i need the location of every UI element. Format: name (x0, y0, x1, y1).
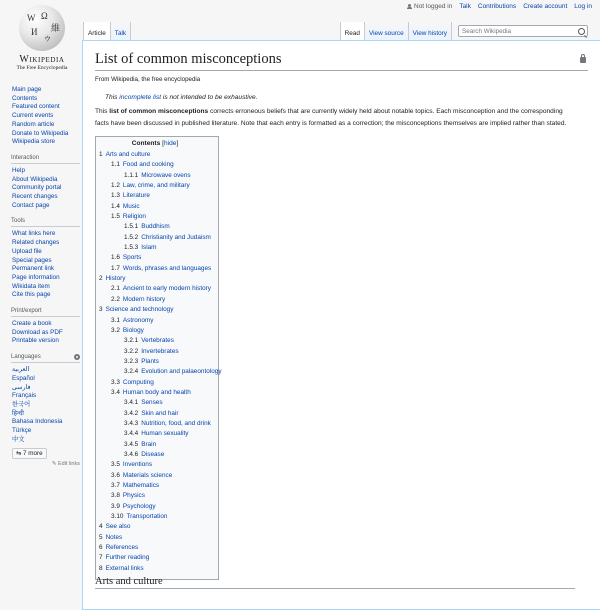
sidebar-item-what-links-here[interactable]: What links here (12, 230, 56, 238)
list-item (12, 337, 80, 346)
toc-label: Islam (141, 244, 157, 252)
toc-label: Modern history (122, 295, 166, 303)
toc-title (99, 140, 211, 147)
sidebar-item-related-changes[interactable]: Related changes (12, 239, 60, 247)
sidebar-languages (12, 354, 80, 466)
sidebar-item-help[interactable]: Help (12, 166, 25, 174)
toc-link[interactable] (111, 492, 145, 499)
language-link[interactable]: Türkçe (12, 427, 32, 435)
personal-tools (407, 3, 592, 10)
toc-item[interactable] (99, 253, 211, 263)
toc-item[interactable] (99, 357, 211, 367)
main-content (82, 40, 600, 610)
toc-number: 1.1 (111, 161, 120, 169)
toc-item[interactable] (99, 388, 211, 398)
more-languages-label: 7 more (23, 449, 43, 457)
toc-number: 2.2 (111, 295, 120, 303)
toc-link[interactable] (111, 192, 150, 199)
toc-label: Buddhism (141, 223, 170, 231)
list-item (12, 257, 80, 266)
list-item (12, 103, 80, 112)
sidebar-item-permanent-link[interactable]: Permanent link (12, 265, 54, 273)
list-item (12, 95, 80, 104)
site-subtitle: From Wikipedia, the free encyclopedia (95, 76, 201, 83)
toc-label: Plants (141, 357, 159, 365)
language-link[interactable]: 한국어 (12, 400, 31, 408)
list-item (12, 320, 80, 329)
toc-label: Literature (122, 192, 150, 200)
sidebar-heading-print: Print/export (11, 308, 80, 317)
toc-label: Evolution and palaeontology (141, 368, 222, 376)
language-link[interactable]: فارسی (12, 383, 31, 391)
toc-number: 3.4.5 (124, 440, 139, 448)
toc-label: Further reading (105, 554, 150, 562)
contributions-link[interactable]: Contributions (477, 3, 517, 10)
toc-link[interactable] (124, 234, 211, 241)
lead-paragraph (95, 106, 575, 129)
toc-number: 3.6 (111, 471, 120, 479)
list-item (12, 112, 80, 121)
language-link[interactable]: Bahasa Indonesia (12, 418, 63, 426)
edit-links-label: Edit links (57, 460, 80, 467)
toc-link[interactable] (99, 565, 144, 572)
sidebar-item-page-information[interactable]: Page information (12, 273, 60, 281)
toc-link[interactable] (111, 472, 172, 479)
list-item (12, 239, 80, 248)
list-item (12, 230, 80, 239)
toc-number: 5 (99, 533, 103, 541)
wikipedia-logo[interactable] (10, 5, 74, 75)
page-title-text: List of common misconceptions (95, 51, 282, 67)
toc-number: 3.2.2 (124, 347, 139, 355)
lead-pre: This (95, 108, 110, 115)
toc-number: 1.6 (111, 254, 120, 262)
sidebar-item-wikidata-item[interactable]: Wikidata item (12, 282, 50, 290)
toc-label: History (105, 275, 126, 283)
sidebar-item-upload-file[interactable]: Upload file (12, 247, 42, 255)
toc-label: Invertebrates (141, 347, 179, 355)
language-link[interactable]: العربية (12, 366, 30, 374)
toc-link[interactable] (124, 337, 174, 344)
toc-item[interactable] (99, 316, 211, 326)
list-item (12, 283, 80, 292)
sidebar-heading-languages (11, 354, 80, 363)
sidebar (12, 86, 80, 475)
toc-number: 3.9 (111, 502, 120, 510)
language-link[interactable]: Français (12, 392, 37, 400)
toc-number: 3.2.3 (124, 357, 139, 365)
toc-link[interactable] (111, 203, 140, 210)
toc-number: 1.5.2 (124, 233, 139, 241)
hatnote-post: is not intended to be exhaustive. (161, 94, 258, 101)
lead-bold: list of common misconceptions (109, 108, 209, 115)
toc-label: References (105, 544, 139, 552)
toc-link[interactable] (99, 544, 138, 551)
tab-view-source[interactable]: View source (365, 22, 409, 40)
list-item (12, 193, 80, 202)
toc-label: Law, crime, and military (122, 182, 190, 190)
toc-item[interactable] (99, 543, 211, 553)
toc-label: Human sexuality (141, 430, 189, 438)
tab-read[interactable]: Read (340, 22, 365, 40)
sidebar-tools (12, 218, 80, 300)
toc-item[interactable] (99, 295, 211, 305)
toc-link[interactable] (111, 285, 211, 292)
toc-number: 3.10 (111, 513, 124, 521)
toc-label: Science and technology (105, 306, 174, 314)
toc-label: Sports (122, 254, 142, 262)
toc-label: Senses (141, 399, 163, 407)
toc-number: 3.5 (111, 461, 120, 469)
toc-link[interactable] (124, 410, 179, 417)
toc-label: Biology (122, 326, 144, 334)
toc-link[interactable] (111, 254, 141, 261)
page-title (95, 51, 588, 71)
toc-number: 3.4.3 (124, 419, 139, 427)
sidebar-interaction (12, 155, 80, 211)
toc-item[interactable] (99, 502, 211, 512)
toc-item[interactable] (99, 409, 211, 419)
toc-item[interactable] (99, 347, 211, 357)
sidebar-heading-interaction: Interaction (11, 155, 80, 164)
sidebar-item-random-article[interactable]: Random article (12, 120, 55, 128)
toc-link[interactable] (111, 379, 154, 386)
toc-item[interactable] (99, 512, 211, 522)
language-link[interactable]: 中文 (12, 435, 25, 443)
toc-number: 3.2.1 (124, 337, 139, 345)
list-item (12, 427, 80, 436)
sidebar-item-create-a-book[interactable]: Create a book (12, 320, 52, 328)
sidebar-item-donate-to-wikipedia[interactable]: Donate to Wikipedia (12, 129, 69, 137)
sidebar-print (12, 308, 80, 346)
toc-item[interactable] (99, 429, 211, 439)
hatnote (95, 94, 588, 101)
section-heading: Arts and culture (95, 576, 575, 589)
toc-number: 3.8 (111, 492, 120, 500)
toc-link[interactable] (124, 368, 222, 375)
sidebar-item-wikipedia-store[interactable]: Wikipedia store (12, 138, 56, 146)
toc-label: Computing (122, 378, 154, 386)
toc-item[interactable] (99, 533, 211, 543)
user-icon (407, 4, 412, 9)
toc-label: Christianity and Judaism (141, 233, 211, 241)
list-item (12, 329, 80, 338)
toc-number: 3.2 (111, 326, 120, 334)
toc-label: Astronomy (122, 316, 154, 324)
toc-item[interactable] (99, 419, 211, 429)
toc-link[interactable] (111, 389, 191, 396)
toc-number: 3 (99, 306, 103, 314)
toc-label: Skin and hair (141, 409, 179, 417)
toc-link[interactable] (124, 441, 156, 448)
list-item (12, 130, 80, 139)
toc-number: 1.5.3 (124, 244, 139, 252)
toc-number: 3.4.6 (124, 450, 139, 458)
toc-number: 3.3 (111, 378, 120, 386)
toc-item[interactable] (99, 522, 211, 532)
toc-label: Human body and health (122, 388, 191, 396)
sidebar-item-main-page[interactable]: Main page (12, 86, 42, 93)
toc-item[interactable] (99, 274, 211, 284)
toc-item[interactable] (99, 243, 211, 253)
toc-label: External links (105, 564, 144, 572)
toc-link[interactable] (99, 534, 122, 541)
list-item (12, 176, 80, 185)
list-item (12, 384, 80, 393)
toc-item[interactable] (99, 181, 211, 191)
view-tabs (340, 22, 588, 40)
more-languages-button[interactable] (12, 448, 47, 459)
toc-number: 4 (99, 523, 103, 531)
toc-link[interactable] (111, 317, 153, 324)
list-item (12, 291, 80, 300)
toc-link[interactable] (99, 275, 125, 282)
toc-item[interactable] (99, 212, 211, 222)
toc-number: 3.7 (111, 482, 120, 489)
toc-number: 3.4 (111, 388, 120, 396)
toc-label: Words, phrases and languages (122, 264, 212, 272)
toc-number: 1.4 (111, 202, 120, 210)
toc-label: Psychology (122, 502, 156, 510)
not-logged-in-label: Not logged in (414, 3, 453, 10)
toc-link[interactable] (124, 223, 170, 230)
sidebar-item-cite-this-page[interactable]: Cite this page (12, 291, 51, 299)
tab-view-history[interactable]: View history (409, 22, 452, 40)
toc-item[interactable] (99, 326, 211, 336)
toc-item[interactable] (99, 460, 211, 470)
toc-link[interactable] (99, 306, 173, 313)
toc-link[interactable] (99, 523, 130, 530)
toc-label: Mathematics (122, 482, 160, 489)
sidebar-item-contents[interactable]: Contents (12, 94, 38, 102)
toc-item[interactable] (99, 233, 211, 243)
sidebar-item-featured-content[interactable]: Featured content (12, 103, 60, 111)
toc-number: 1.5.1 (124, 223, 139, 231)
toc-label: Arts and culture (105, 151, 151, 158)
toc-number: 1.2 (111, 182, 120, 190)
toc-link[interactable] (124, 244, 157, 251)
list-item (12, 248, 80, 257)
toc-item[interactable] (99, 171, 211, 181)
language-link[interactable]: Español (12, 374, 35, 382)
toc-number: 3.4.1 (124, 399, 139, 407)
toc-number: 1 (99, 151, 103, 158)
lock-icon[interactable] (580, 57, 586, 63)
toc-link[interactable] (124, 420, 211, 427)
list-item (12, 418, 80, 427)
toc-label: Physics (122, 492, 145, 500)
toc-item[interactable] (99, 553, 211, 563)
translate-icon: ⇆ (16, 449, 22, 457)
toc-item[interactable] (99, 202, 211, 212)
toc-number: 2.1 (111, 285, 120, 293)
toc-label: Vertebrates (141, 337, 174, 345)
edit-links[interactable] (12, 461, 80, 467)
toc-label: Transportation (126, 513, 168, 521)
toc-item[interactable] (99, 305, 211, 315)
logo-tagline: The Free Encyclopedia (16, 65, 68, 71)
toc-link[interactable] (124, 430, 188, 437)
toc-number: 3.1 (111, 316, 120, 324)
toc-title-label: Contents (131, 140, 161, 147)
toc-item[interactable] (99, 440, 211, 450)
toc-item[interactable] (99, 564, 211, 574)
toc-label: Music (122, 202, 140, 210)
toc-item[interactable] (99, 222, 211, 232)
toc-link[interactable] (111, 461, 152, 468)
toc-link[interactable] (124, 451, 164, 458)
toc-number: 1.1.1 (124, 171, 139, 179)
list-item (12, 401, 80, 410)
create-account-link[interactable]: Create account (523, 3, 568, 10)
tab-talk[interactable]: Talk (111, 22, 131, 40)
toc-link[interactable] (124, 348, 179, 355)
toc-link[interactable] (99, 554, 149, 561)
toc-item[interactable] (99, 336, 211, 346)
toc-link[interactable] (111, 513, 167, 520)
list-item (12, 121, 80, 130)
list-item (12, 375, 80, 384)
toc-hide: [hide] (162, 140, 179, 147)
search-box (458, 25, 588, 37)
toc-link[interactable] (111, 296, 165, 303)
toc-number: 1.5 (111, 213, 120, 221)
toc-label: Religion (122, 213, 146, 221)
toc-number: 1.7 (111, 264, 120, 272)
toc-label: Ancient to early modern history (122, 285, 211, 293)
languages-heading-label: Languages (11, 354, 41, 361)
list-item (12, 436, 80, 445)
toc-label: Notes (105, 533, 123, 541)
toc-number: 1.3 (111, 192, 120, 200)
toc-link[interactable] (111, 182, 190, 189)
toc-label: Microwave ovens (141, 171, 191, 179)
toc-label: Materials science (122, 471, 173, 479)
toc-item[interactable] (99, 491, 211, 501)
toc-item[interactable] (99, 367, 222, 377)
toc-item[interactable] (99, 160, 211, 170)
toc-item[interactable] (99, 264, 211, 274)
hatnote-pre: This (105, 94, 120, 101)
toc-item[interactable] (99, 284, 211, 294)
toc-link[interactable] (111, 161, 174, 168)
toc-item[interactable] (99, 191, 211, 201)
sidebar-item-download-as-pdf[interactable]: Download as PDF (12, 328, 63, 336)
language-link[interactable]: हिन्दी (12, 409, 24, 417)
sidebar-item-community-portal[interactable]: Community portal (12, 184, 62, 192)
list-item (12, 138, 80, 147)
sidebar-navigation (12, 86, 80, 147)
toc-number: 3.2.4 (124, 368, 139, 376)
list-item (12, 265, 80, 274)
namespace-tabs (83, 22, 131, 40)
toc-link[interactable] (111, 213, 146, 220)
toc-item[interactable] (99, 150, 211, 160)
toc-link[interactable] (111, 327, 144, 334)
toc-item[interactable] (99, 450, 211, 460)
pencil-icon: ✎ (51, 460, 57, 467)
toc-number: 2 (99, 275, 103, 283)
list-item (12, 392, 80, 401)
search-icon[interactable] (578, 28, 585, 35)
toc-label: Food and cooking (122, 161, 174, 169)
toc-link[interactable] (111, 265, 211, 272)
toc-hide-link[interactable]: hide (163, 140, 177, 147)
toc-item[interactable] (99, 481, 211, 491)
toc-label: Disease (141, 450, 165, 458)
logo-wordmark: Wikipedia (19, 54, 65, 65)
toc-label: Nutrition, food, and drink (141, 419, 211, 427)
toc-link[interactable] (99, 151, 150, 158)
list-item (12, 202, 80, 211)
toc-number: 3.4.4 (124, 430, 139, 438)
toc-link[interactable] (124, 399, 163, 406)
toc-link[interactable] (111, 503, 156, 510)
list-item (12, 167, 80, 176)
toc-number: 7 (99, 554, 103, 562)
puzzle-globe-icon: W Ω 維 И ゥ (19, 5, 65, 51)
toc-number: 6 (99, 544, 103, 552)
table-of-contents (95, 136, 222, 580)
list-item (12, 274, 80, 283)
lead-post: corrects erroneous beliefs that are currently widely held about notable topics. Each misconception and the corresponding facts have been discussed in published literature. Note that each entry is formatted as a correction; the misconceptions themselves are implied rather than stated. (95, 108, 567, 127)
toc-link[interactable] (124, 172, 191, 179)
tab-article[interactable]: Article (83, 22, 111, 40)
search-input[interactable] (462, 28, 572, 35)
list-item (12, 86, 80, 95)
list-item (12, 366, 80, 375)
list-item (12, 184, 80, 193)
gear-icon[interactable] (74, 354, 80, 360)
toc-number: 3.4.2 (124, 409, 139, 417)
toc-item[interactable] (99, 471, 211, 481)
not-logged-in (407, 3, 452, 10)
login-link[interactable]: Log in (574, 3, 592, 10)
toc-label: Brain (141, 440, 157, 448)
toc-label: Inventions (122, 461, 153, 469)
sidebar-item-contact-page[interactable]: Contact page (12, 201, 50, 209)
toc-link[interactable] (111, 482, 159, 489)
sidebar-item-current-events[interactable]: Current events (12, 112, 54, 120)
toc-link[interactable] (124, 358, 159, 365)
sidebar-item-special-pages[interactable]: Special pages (12, 256, 52, 264)
personal-talk-link[interactable]: Talk (459, 3, 471, 10)
sidebar-heading-tools: Tools (11, 218, 80, 227)
toc-item[interactable] (99, 378, 211, 388)
toc-label: See also (105, 523, 131, 531)
list-item (12, 410, 80, 419)
sidebar-item-about-wikipedia[interactable]: About Wikipedia (12, 175, 58, 183)
toc-number: 8 (99, 564, 103, 572)
sidebar-item-recent-changes[interactable]: Recent changes (12, 193, 58, 201)
toc-item[interactable] (99, 398, 211, 408)
sidebar-item-printable-version[interactable]: Printable version (12, 337, 59, 345)
incomplete-list-link[interactable]: incomplete list (119, 94, 162, 101)
